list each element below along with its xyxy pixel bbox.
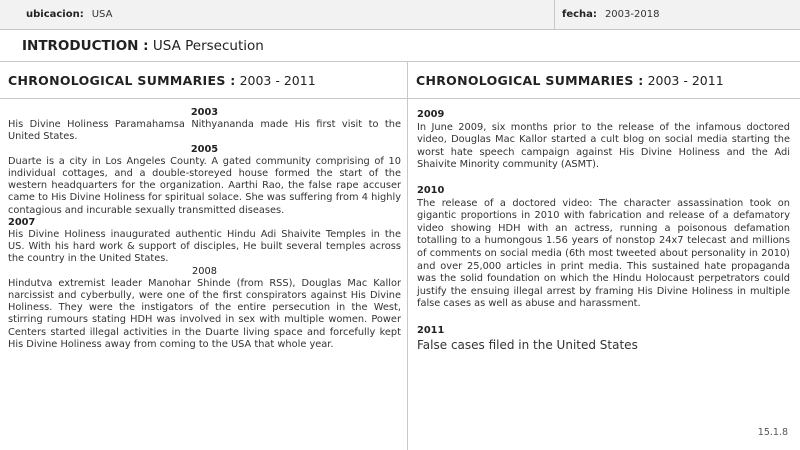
right-column-body	[408, 99, 800, 353]
location-field	[26, 0, 112, 29]
introduction-value: USA Persecution	[152, 38, 264, 54]
year-text: In June 2009, six months prior to the release of the infamous doctored video, Douglas Mac Kallor started a cult blog on social media starting the worst hate speech campaign against His Divine Holiness and the Adi Shaivite Minority community (ASMT).	[417, 121, 790, 171]
left-heading-range: 2003 - 2011	[239, 73, 316, 88]
top-bar-divider	[554, 0, 555, 29]
year-text: False cases filed in the United States	[417, 337, 638, 352]
introduction-label: INTRODUCTION :	[22, 38, 149, 54]
location-label: ubicacion:	[26, 9, 84, 20]
year-heading: 2011	[417, 324, 445, 336]
page-number: 15.1.8	[757, 427, 788, 438]
year-text: Duarte is a city in Los Angeles County. A gated community comprising of 10 individual cottages, and a double-storeyed house formed the start of the western headquarters for the organization. Aarthi Rao, the false rape accuser came to His Divine Holiness for spiritual solace. She was suffering from 4 highly contagious and incurable sexually transmitted diseases.	[8, 155, 401, 216]
year-heading: 2010	[417, 184, 445, 196]
top-bar	[0, 0, 800, 30]
year-heading: 2009	[417, 109, 445, 120]
year-heading: 2007	[8, 216, 36, 228]
right-heading-label: CHRONOLOGICAL SUMMARIES :	[416, 73, 644, 88]
year-heading: 2005	[190, 143, 219, 155]
date-field	[562, 0, 659, 29]
location-value: USA	[91, 9, 113, 20]
year-text: Hindutva extremist leader Manohar Shinde (from RSS), Douglas Mac Kallor narcissist and cyberbully, were one of the first conspirators against His Divine Holiness. They were the instigators of the entire persecution in the West, stirring rumours stating HDH was involved in sex with multiple women. Power Centers started illegal activities in the Duarte living space and forcefully kept His Divine Holiness away from coming to the USA that whole year.	[8, 277, 401, 350]
left-column-body	[0, 99, 407, 351]
year-text: His Divine Holiness Paramahamsa Nithyananda made His first visit to the United States.	[8, 119, 401, 143]
year-text: His Divine Holiness inaugurated authentic Hindu Adi Shaivite Temples in the US. With his hard work & support of disciples, He built several temples across the country in the United States.	[8, 229, 401, 265]
right-column-heading	[408, 62, 800, 99]
year-text: The release of a doctored video: The character assassination took on gigantic proportions in 2010 with fabrication and release of a defamatory video showing HDH with an actress, running a poisonous defamation totalling to a humongous 1.56 years of nonstop 24x7 telecast and millions of comments on social media (6th most tweeted about personality in 2010) and over 25,000 articles in print media. This sustained hate propaganda was the solid foundation on which the Hindu Holocaust perpetrators could justify the ensuing illegal arrest by framing His Divine Holiness in multiple false cases as well as abuse and harassment.	[417, 197, 790, 310]
date-label: fecha:	[562, 9, 597, 20]
left-column-heading	[0, 62, 407, 99]
right-column	[408, 62, 800, 450]
left-column	[0, 62, 408, 450]
introduction-row	[0, 30, 800, 62]
section-spacer	[417, 311, 790, 323]
section-spacer	[417, 172, 790, 183]
left-heading-label: CHRONOLOGICAL SUMMARIES :	[8, 73, 236, 88]
year-heading: 2008	[192, 265, 217, 277]
year-heading: 2003	[190, 107, 219, 118]
date-value: 2003-2018	[604, 9, 660, 20]
right-heading-range: 2003 - 2011	[647, 73, 724, 88]
